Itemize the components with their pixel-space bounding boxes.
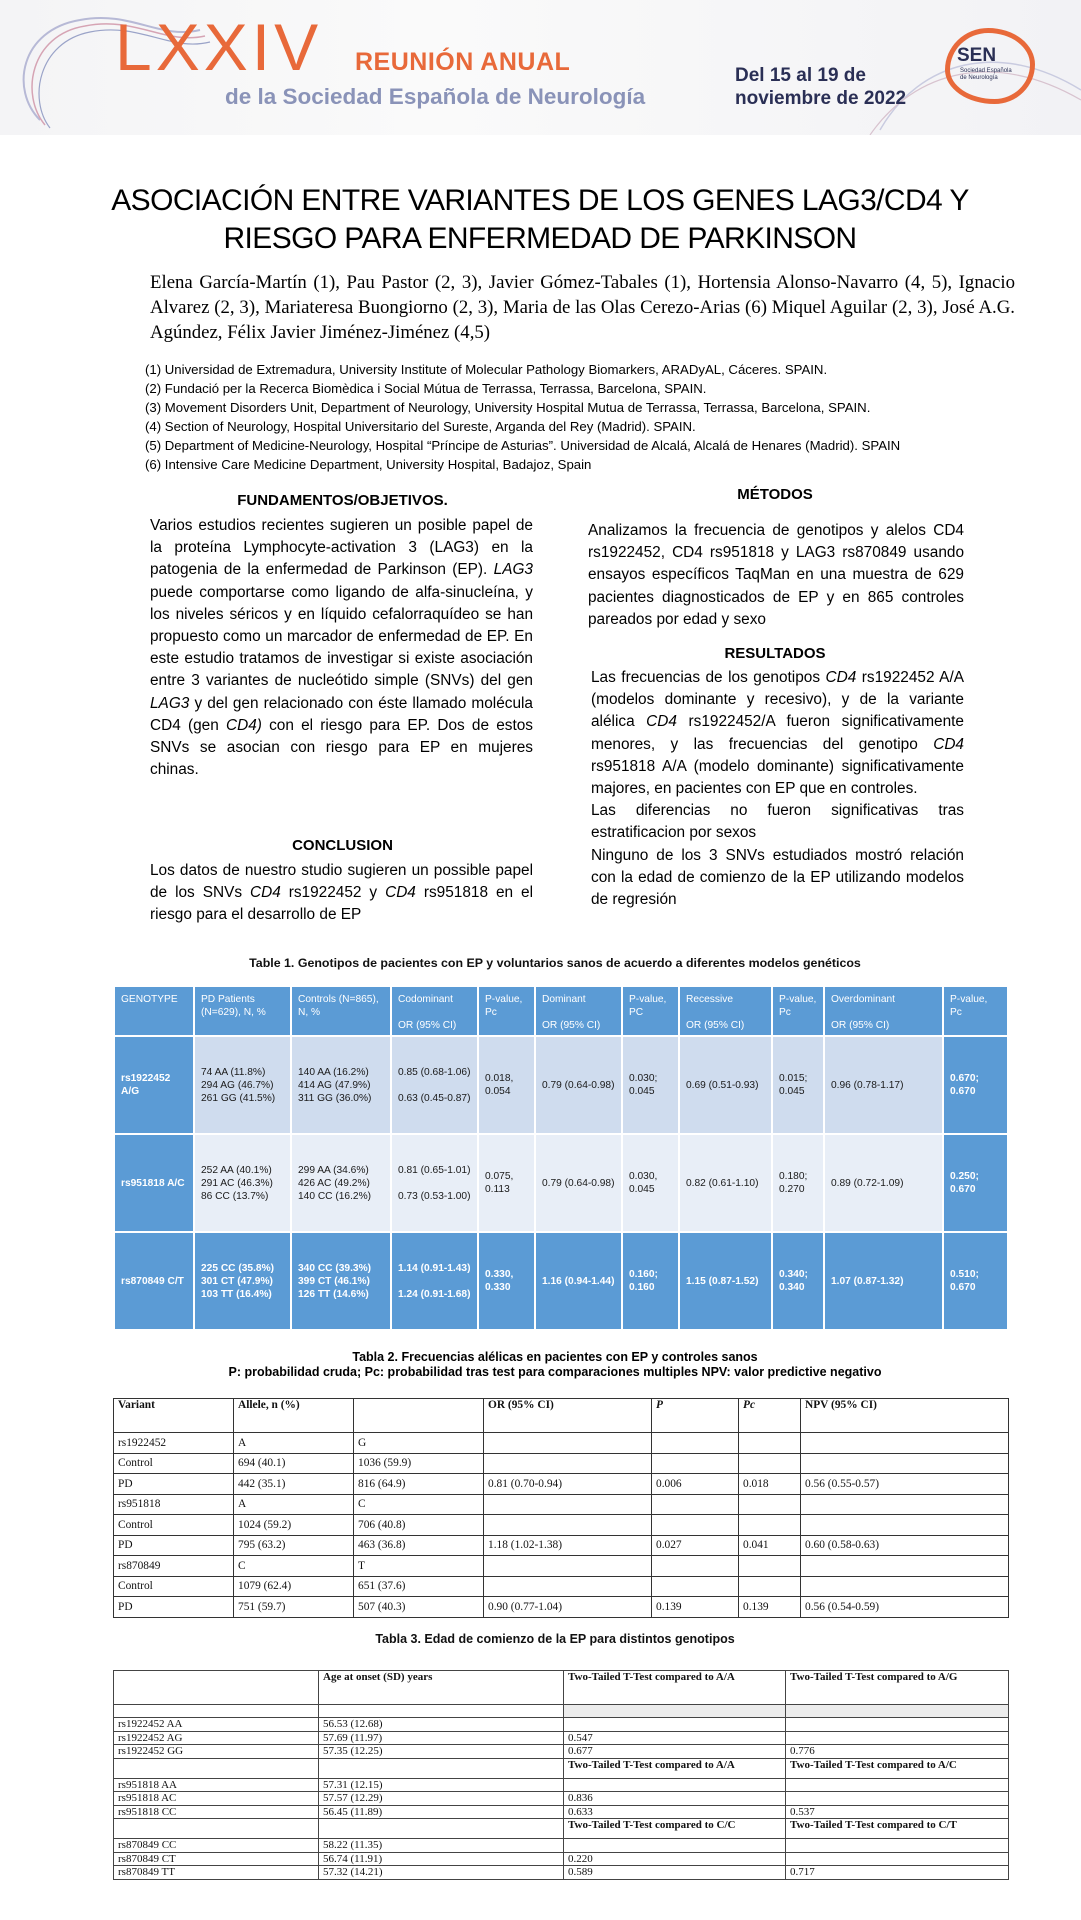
table3-cell: 58.22 (11.35) [319,1839,564,1853]
sen-logo-subtext: Sociedad Española de Neurología [960,68,1012,81]
table2-cell: PD [114,1474,234,1495]
table3-row [114,1731,1009,1745]
table3-row [114,1792,1009,1806]
table2-cell [801,1556,1009,1577]
table3-cell: 0.547 [564,1731,786,1745]
table2-cell: Control [114,1576,234,1597]
table3-row [114,1866,1009,1880]
table3-empty-cell [786,1705,1009,1718]
table3-cell [786,1792,1009,1806]
table2-cell [484,1515,652,1536]
table1-cell: 1.16 (0.94-1.44) [535,1232,622,1330]
table2-cell: 1.18 (1.02-1.38) [484,1535,652,1556]
dates-line-2: noviembre de 2022 [735,88,907,109]
table3-subheader-cell: Two-Tailed T-Test compared to C/C [564,1819,786,1839]
table2-cell [739,1453,801,1474]
table3-cell: rs1922452 AG [114,1731,319,1745]
table1-genotype-cell: rs951818 A/C [114,1134,194,1232]
table1-cell: 0.82 (0.61-1.10) [679,1134,772,1232]
table3-row [114,1778,1009,1792]
table2-cell: 0.018 [739,1474,801,1495]
table3-cell: 0.836 [564,1792,786,1806]
table2-cell [739,1556,801,1577]
table2-cell: PD [114,1535,234,1556]
table3-empty-cell [114,1819,319,1839]
sen-logo-text: SEN [957,45,997,66]
table2-cell: 0.90 (0.77-1.04) [484,1597,652,1618]
table3-empty-cell [114,1758,319,1778]
table2-cell: 0.006 [652,1474,739,1495]
table1-cell: 0.075, 0.113 [478,1134,535,1232]
table2-header-cell: Allele, n (%) [234,1399,354,1433]
table3-cell: 0.633 [564,1805,786,1819]
table2-cell: A [234,1433,354,1454]
affiliation-4: (4) Section of Neurology, Hospital Universitario del Sureste, Arganda del Rey (Madrid). SPAIN. [145,419,696,434]
table2-cell: 0.139 [652,1597,739,1618]
table3-subheader-row [114,1758,1009,1778]
table3-cell: rs1922452 GG [114,1745,319,1759]
table3-cell: 0.776 [786,1745,1009,1759]
table1-genotype-cell: rs870849 C/T [114,1232,194,1330]
table2-cell: 795 (63.2) [234,1535,354,1556]
table2-cell [652,1494,739,1515]
poster-title [60,182,1020,258]
table2-caption-line-1: Tabla 2. Frecuencias alélicas en pacientes con EP y controles sanos [352,1350,758,1364]
conclusion-text: Los datos de nuestro studio sugieren un possible papel de los SNVs CD4 rs1922452 y CD4 rs951818 en el riesgo para el desarrollo de EP [150,862,533,924]
table2-cell: 0.027 [652,1535,739,1556]
table3-subheader-cell: Two-Tailed T-Test compared to A/C [786,1758,1009,1778]
header-banner [0,0,1081,135]
table3-cell: 56.53 (12.68) [319,1718,564,1732]
table2-cell: 706 (40.8) [354,1515,484,1536]
table3-empty-cell [319,1705,564,1718]
table1-cell: 0.510; 0.670 [943,1232,1008,1330]
table3-row [114,1839,1009,1853]
title-line-1: ASOCIACIÓN ENTRE VARIANTES DE LOS GENES LAG3/CD4 Y [111,184,969,217]
table3-caption: Tabla 3. Edad de comienzo de la EP para distintos genotipos [375,1632,735,1646]
table2-cell: 0.139 [739,1597,801,1618]
table2-row [114,1494,1009,1515]
congress-number: LXXIV [115,10,323,84]
table2-cell [801,1576,1009,1597]
table1-header-cell: Recessive OR (95% CI) [679,986,772,1036]
table2-cell: rs870849 [114,1556,234,1577]
table2-cell: rs1922452 [114,1433,234,1454]
table2-row [114,1556,1009,1577]
affiliation-3: (3) Movement Disorders Unit, Department of Neurology, University Hospital Mutua de Terrassa, Terrassa, Barcelona, SPAIN. [145,400,871,415]
table3-cell: 0.589 [564,1866,786,1880]
table2-cell: PD [114,1597,234,1618]
table2-cell: 1079 (62.4) [234,1576,354,1597]
table1-cell: 0.330, 0.330 [478,1232,535,1330]
table2-header-cell: NPV (95% CI) [801,1399,1009,1433]
table1-cell: 0.180; 0.270 [772,1134,824,1232]
table2-cell: 816 (64.9) [354,1474,484,1495]
table1-cell: 340 CC (39.3%) 399 CT (46.1%) 126 TT (14.6%) [291,1232,391,1330]
table2-cell [801,1494,1009,1515]
table1-cell: 0.670; 0.670 [943,1036,1008,1134]
table3-row [114,1852,1009,1866]
table3-cell: rs870849 TT [114,1866,319,1880]
table3-age-at-onset [113,1670,1009,1880]
affiliation-5: (5) Department of Medicine-Neurology, Hospital “Príncipe de Asturias”. Universidad de Alcalá, Alcalá de Henares (Madrid). SPAIN [145,438,901,453]
table2-cell [739,1576,801,1597]
table3-cell: 56.45 (11.89) [319,1805,564,1819]
table1-header-cell: Controls (N=865), N, % [291,986,391,1036]
title-line-2: RIESGO PARA ENFERMEDAD DE PARKINSON [223,222,857,255]
table2-row [114,1576,1009,1597]
table1-caption: Table 1. Genotipos de pacientes con EP y voluntarios sanos de acuerdo a diferentes modelos genéticos [249,956,861,970]
table1-cell: 0.018, 0.054 [478,1036,535,1134]
table2-header-cell: Pc [739,1399,801,1433]
table3-subheader-cell: Two-Tailed T-Test compared to C/T [786,1819,1009,1839]
table3-cell [786,1718,1009,1732]
table2-row [114,1453,1009,1474]
table2-cell [739,1494,801,1515]
table3-cell [564,1718,786,1732]
table1-header-cell: P-value, Pc [478,986,535,1036]
table3-cell: 0.220 [564,1852,786,1866]
table2-cell [484,1576,652,1597]
table2-row [114,1597,1009,1618]
table1-header-cell: Dominant OR (95% CI) [535,986,622,1036]
metodos-heading: MÉTODOS [737,486,813,503]
table2-cell [801,1453,1009,1474]
table3-cell [786,1839,1009,1853]
table2-cell: C [354,1494,484,1515]
table3-subheader-cell: Two-Tailed T-Test compared to A/A [564,1758,786,1778]
metodos-text: Analizamos la frecuencia de genotipos y alelos CD4 rs1922452, CD4 rs951818 y LAG3 rs870849 usando ensayos específicos TaqMan en una muestra de 629 pacientes diagnosticados de EP y en 865 controles pareados por edad y sexo [588,522,964,628]
table2-cell: 463 (36.8) [354,1535,484,1556]
table2-cell [652,1556,739,1577]
table2-cell [484,1494,652,1515]
table1-cell: 1.07 (0.87-1.32) [824,1232,943,1330]
table2-cell [739,1515,801,1536]
table2-cell: 0.56 (0.54-0.59) [801,1597,1009,1618]
table2-caption [90,1350,1020,1380]
table2-cell: 1024 (59.2) [234,1515,354,1536]
table2-cell [484,1453,652,1474]
society-name: de la Sociedad Española de Neurología [225,84,646,109]
resultados-heading: RESULTADOS [724,645,826,662]
resultados-text [591,667,964,911]
congress-title: REUNIÓN ANUAL [355,48,571,76]
table1-header-cell: Overdominant OR (95% CI) [824,986,943,1036]
table2-cell: G [354,1433,484,1454]
table2-cell [484,1433,652,1454]
resultados-paragraph-3: Ninguno de los 3 SNVs estudiados mostró relación con la edad de comienzo de la EP utilizando modelos de regresión [591,846,964,909]
table2-cell [484,1556,652,1577]
table1-cell: 0.160; 0.160 [622,1232,679,1330]
table3-cell: 57.57 (12.29) [319,1792,564,1806]
table1-header-cell: PD Patients (N=629), N, % [194,986,291,1036]
table3-header-cell [114,1671,319,1705]
table2-cell: 1036 (59.9) [354,1453,484,1474]
table2-cell [652,1433,739,1454]
table3-cell [786,1852,1009,1866]
table3-cell: 0.537 [786,1805,1009,1819]
table2-cell: 0.60 (0.58-0.63) [801,1535,1009,1556]
table2-row [114,1515,1009,1536]
table2-cell: 507 (40.3) [354,1597,484,1618]
fundamentos-text: Varios estudios recientes sugieren un posible papel de la proteína Lymphocyte-activation 3 (LAG3) en la patogenia de la enfermedad de Parkinson (EP). LAG3 puede comportarse como ligando de alfa-sinucleína, y los niveles séricos y en líquido cefalorraquídeo se han propuesto como un marcador de enfermedad de EP. En este estudio tratamos de investigar si existe asociación entre 3 variantes de nucleótido simple (SNVs) del gen LAG3 y del gen relacionado con éste llamado molécula CD4 (gen CD4) con el riesgo para EP. Dos de estos SNVs se asocian con riesgo para EP en mujeres chinas. [150,517,533,779]
table2-cell [652,1515,739,1536]
table3-cell: rs951818 AA [114,1778,319,1792]
table1-cell: 0.79 (0.64-0.98) [535,1134,622,1232]
table1-cell: 0.96 (0.78-1.17) [824,1036,943,1134]
affiliation-6: (6) Intensive Care Medicine Department, University Hospital, Badajoz, Spain [145,457,592,472]
table3-cell: 57.32 (14.21) [319,1866,564,1880]
table1-header-cell: Codominant OR (95% CI) [391,986,478,1036]
authors: Elena García-Martín (1), Pau Pastor (2, 3), Javier Gómez-Tabales (1), Hortensia Alonso-Navarro (4, 5), Ignacio Alvarez (2, 3), Mariateresa Buongiorno (2, 3), Maria de las Olas Cerezo-Arias (6) Miquel Aguilar (2, 3), José A.G. Agúndez, Félix Javier Jiménez-Jiménez (4,5) [150,272,1015,343]
table2-row [114,1433,1009,1454]
table3-header-cell: Two-Tailed T-Test compared to A/G [786,1671,1009,1705]
table2-cell [801,1433,1009,1454]
table2-header-cell [354,1399,484,1433]
table3-cell: 0.717 [786,1866,1009,1880]
table1-row [114,1134,1008,1232]
table3-empty-cell [114,1705,319,1718]
table2-cell: Control [114,1453,234,1474]
table2-header-cell: OR (95% CI) [484,1399,652,1433]
congress-dates [735,64,935,110]
conclusion-heading: CONCLUSION [292,837,393,854]
table3-cell: rs870849 CT [114,1852,319,1866]
table2-cell: 751 (59.7) [234,1597,354,1618]
resultados-paragraph-1: Las frecuencias de los genotipos CD4 rs1922452 A/A (modelos dominante y recesivo), y de la variante alélica CD4 rs1922452/A fueron significativamente menores, y las frecuencias del genotipo CD4 rs951818 A/A (modelo dominante) significativamente majores, en pacientes con EP que en controles. [591,669,964,798]
table1-header-cell: P-value, PC [622,986,679,1036]
table3-cell: 0.677 [564,1745,786,1759]
table1-cell: 0.89 (0.72-1.09) [824,1134,943,1232]
table2-cell: 0.81 (0.70-0.94) [484,1474,652,1495]
table2-header-cell: Variant [114,1399,234,1433]
table2-row [114,1474,1009,1495]
table1-cell: 0.340; 0.340 [772,1232,824,1330]
table2-cell: rs951818 [114,1494,234,1515]
table2-cell [739,1433,801,1454]
table1-cell: 225 CC (35.8%) 301 CT (47.9%) 103 TT (16.4%) [194,1232,291,1330]
table1-cell: 74 AA (11.8%) 294 AG (46.7%) 261 GG (41.5%) [194,1036,291,1134]
table2-cell: A [234,1494,354,1515]
table3-cell: 57.69 (11.97) [319,1731,564,1745]
table1-cell: 1.15 (0.87-1.52) [679,1232,772,1330]
dates-line-1: Del 15 al 19 de [735,65,866,86]
table1-cell: 0.69 (0.51-0.93) [679,1036,772,1134]
table3-cell: rs951818 CC [114,1805,319,1819]
table2-cell: 442 (35.1) [234,1474,354,1495]
table2-cell: T [354,1556,484,1577]
affiliation-2: (2) Fundació per la Recerca Biomèdica i Social Mútua de Terrassa, Terrassa, Barcelona, SPAIN. [145,381,707,396]
table1-cell: 0.85 (0.68-1.06) 0.63 (0.45-0.87) [391,1036,478,1134]
table1-cell: 0.030; 0.045 [622,1036,679,1134]
table3-cell [564,1778,786,1792]
table2-cell [652,1453,739,1474]
table3-header-cell: Two-Tailed T-Test compared to A/A [564,1671,786,1705]
table1-cell: 140 AA (16.2%) 414 AG (47.9%) 311 GG (36.0%) [291,1036,391,1134]
table2-allele-frequencies [113,1398,1009,1618]
table1-header-cell: P-value, Pc [943,986,1008,1036]
table3-row [114,1718,1009,1732]
affiliations [145,360,1045,474]
table2-cell [652,1576,739,1597]
table3-cell: 57.31 (12.15) [319,1778,564,1792]
table1-row [114,1232,1008,1330]
table1-row [114,1036,1008,1134]
table2-cell [801,1515,1009,1536]
table3-cell: 56.74 (11.91) [319,1852,564,1866]
table2-caption-line-2: P: probabilidad cruda; Pc: probabilidad tras test para comparaciones multiples NPV: valor predictive negativo [228,1365,882,1379]
table2-header-cell: P [652,1399,739,1433]
table2-row [114,1535,1009,1556]
table2-cell: Control [114,1515,234,1536]
table1-cell: 1.14 (0.91-1.43) 1.24 (0.91-1.68) [391,1232,478,1330]
table3-cell: rs870849 CC [114,1839,319,1853]
table3-spacer-row [114,1705,1009,1718]
table2-cell: 0.56 (0.55-0.57) [801,1474,1009,1495]
table1-header-cell: GENOTYPE [114,986,194,1036]
table3-cell [564,1839,786,1853]
table3-empty-cell [564,1705,786,1718]
table2-cell: 0.041 [739,1535,801,1556]
table3-cell: rs951818 AC [114,1792,319,1806]
table1-cell: 0.250; 0.670 [943,1134,1008,1232]
affiliation-1: (1) Universidad de Extremadura, University Institute of Molecular Pathology Biomarkers, ARADyAL, Cáceres. SPAIN. [145,362,828,377]
table1-header-cell: P-value, Pc [772,986,824,1036]
resultados-paragraph-2: Las diferencias no fueron significativas tras estratificacion por sexos [591,802,964,842]
table1-cell: 0.81 (0.65-1.01) 0.73 (0.53-1.00) [391,1134,478,1232]
fundamentos-heading: FUNDAMENTOS/OBJETIVOS. [237,492,448,509]
table1-genotype-cell: rs1922452 A/G [114,1036,194,1134]
table2-cell: 694 (40.1) [234,1453,354,1474]
table3-row [114,1745,1009,1759]
table1-genotypes [113,985,1009,1331]
table3-subheader-row [114,1819,1009,1839]
table3-empty-cell [319,1819,564,1839]
table3-cell: 57.35 (12.25) [319,1745,564,1759]
table1-cell: 0.015; 0.045 [772,1036,824,1134]
table3-header-cell: Age at onset (SD) years [319,1671,564,1705]
table3-row [114,1805,1009,1819]
table1-cell: 299 AA (34.6%) 426 AC (49.2%) 140 CC (16.2%) [291,1134,391,1232]
table1-cell: 0.030, 0.045 [622,1134,679,1232]
table1-cell: 0.79 (0.64-0.98) [535,1036,622,1134]
table2-cell: C [234,1556,354,1577]
table3-cell [786,1778,1009,1792]
table3-empty-cell [319,1758,564,1778]
table3-cell: rs1922452 AA [114,1718,319,1732]
table3-cell [786,1731,1009,1745]
table2-cell: 651 (37.6) [354,1576,484,1597]
table1-cell: 252 AA (40.1%) 291 AC (46.3%) 86 CC (13.7%) [194,1134,291,1232]
